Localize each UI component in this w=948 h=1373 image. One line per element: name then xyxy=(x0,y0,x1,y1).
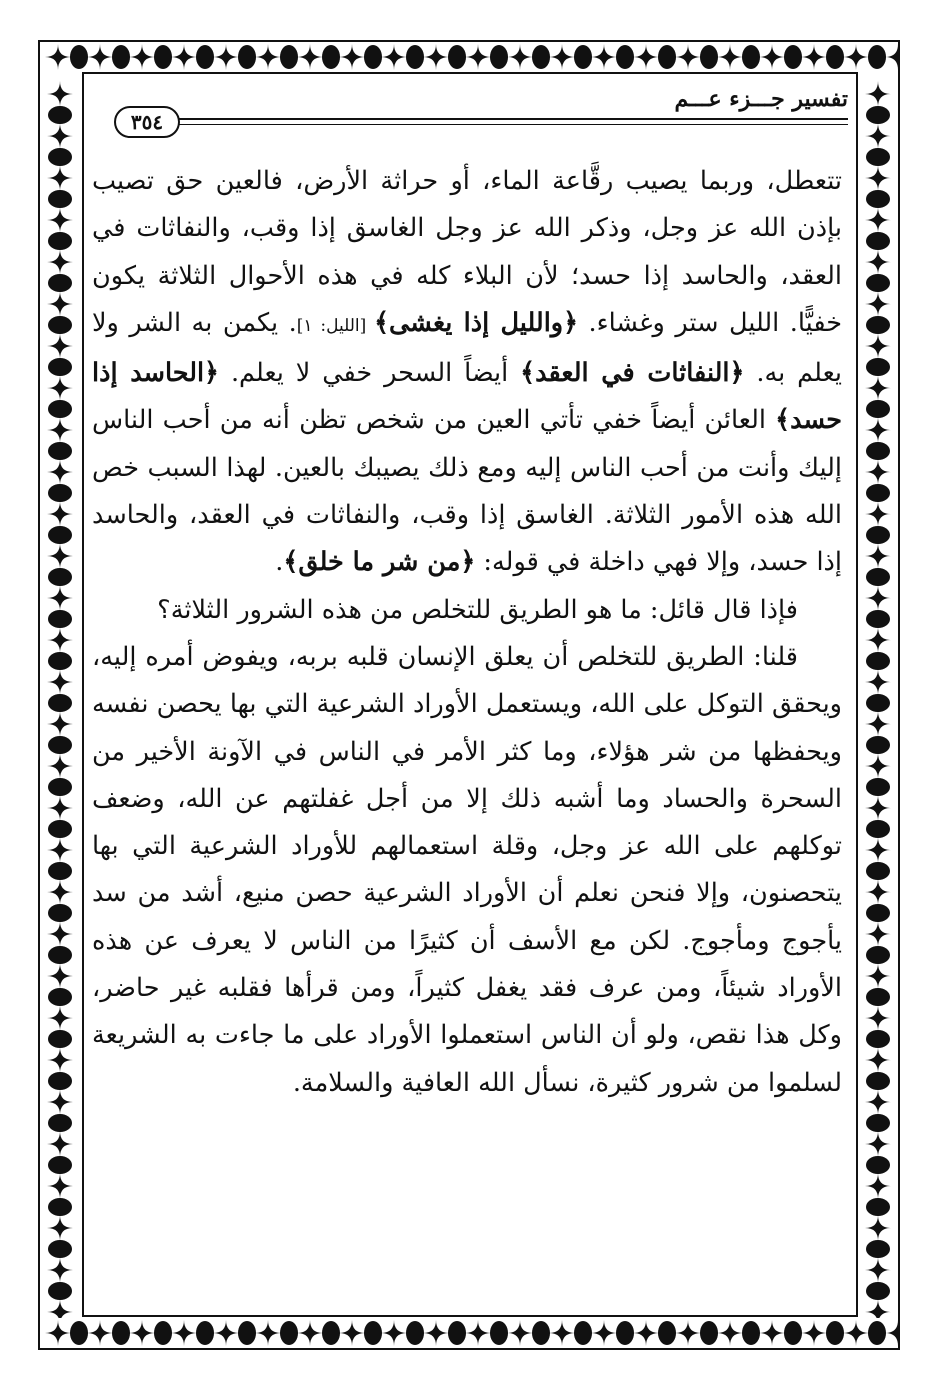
ornament-star xyxy=(47,711,73,737)
ornament-star xyxy=(47,291,73,317)
ornament-star xyxy=(865,627,891,653)
ornament-star xyxy=(843,1320,869,1346)
ornament-star xyxy=(47,669,73,695)
ornament-star xyxy=(549,44,575,70)
ornament-star xyxy=(381,1320,407,1346)
ornament-petal xyxy=(616,1321,634,1345)
ornament-petal xyxy=(866,778,890,796)
ornament-star xyxy=(47,585,73,611)
ornament-star xyxy=(549,1320,575,1346)
ornament-petal xyxy=(866,946,890,964)
ornament-petal xyxy=(48,568,72,586)
ornament-petal xyxy=(616,45,634,69)
ornament-star xyxy=(717,44,743,70)
ornament-petal xyxy=(490,45,508,69)
ornament-petal xyxy=(532,1321,550,1345)
ornament-star xyxy=(717,1320,743,1346)
text-run: العائن أيضاً خفي تأتي العين من شخص تظن أنه من أحب الناس إليك وأنت من أحب الناس إليه ومع ذلك يصيبك بالعين. لهذا السبب خص الله هذه الأمور الثلاثة. الغاسق إذا وقب، والنفاثات في العقد، والحاسد إذا حسد، وإلا فهي داخلة في قوله: xyxy=(92,405,842,578)
ornament-petal xyxy=(48,988,72,1006)
ornament-petal xyxy=(866,862,890,880)
ornament-star xyxy=(47,753,73,779)
ornament-petal xyxy=(742,1321,760,1345)
page-header xyxy=(96,86,848,146)
ornament-petal xyxy=(866,1282,890,1300)
ornament-petal xyxy=(48,862,72,880)
ornament-petal xyxy=(48,1114,72,1132)
ornament-star xyxy=(47,921,73,947)
paragraph-1 xyxy=(92,158,842,587)
ornament-petal xyxy=(658,1321,676,1345)
ornament-petal xyxy=(364,45,382,69)
ornament-petal xyxy=(48,400,72,418)
ornament-petal xyxy=(48,358,72,376)
ornament-star xyxy=(865,1089,891,1115)
text-run: . xyxy=(275,547,284,578)
ornament-petal xyxy=(322,1321,340,1345)
ornament-star xyxy=(865,1257,891,1283)
ornament-petal xyxy=(48,1198,72,1216)
ornament-petal xyxy=(48,778,72,796)
ornament-star xyxy=(47,459,73,485)
ornament-petal xyxy=(48,1030,72,1048)
ornament-petal xyxy=(784,45,802,69)
ornament-star xyxy=(171,1320,197,1346)
ornament-petal xyxy=(866,274,890,292)
ornament-star xyxy=(801,1320,827,1346)
text-run: . يكمن به الشر ولا يعلم به. xyxy=(92,307,842,389)
ornament-star xyxy=(865,333,891,359)
ornament-star xyxy=(885,44,900,70)
ornament-star xyxy=(47,627,73,653)
ornament-petal xyxy=(866,484,890,502)
ornament-petal xyxy=(48,526,72,544)
ornament-petal xyxy=(154,1321,172,1345)
ornament-star xyxy=(47,333,73,359)
ornament-star xyxy=(865,963,891,989)
ornament-star xyxy=(339,44,365,70)
ornament-petal xyxy=(48,652,72,670)
header-rule-thin xyxy=(154,124,848,125)
ornament-petal xyxy=(48,736,72,754)
ornament-petal xyxy=(48,610,72,628)
ornament-star xyxy=(865,417,891,443)
ornament-petal xyxy=(406,1321,424,1345)
ornament-petal xyxy=(448,1321,466,1345)
ornament-petal xyxy=(742,45,760,69)
ornament-star xyxy=(45,44,71,70)
ornament-star xyxy=(47,207,73,233)
ornament-star xyxy=(47,501,73,527)
ornament-star xyxy=(633,1320,659,1346)
ornament-star xyxy=(675,44,701,70)
ornament-star xyxy=(47,417,73,443)
ornament-petal xyxy=(48,484,72,502)
ornament-petal xyxy=(112,1321,130,1345)
ornament-petal xyxy=(866,316,890,334)
ornament-star xyxy=(865,669,891,695)
ornament-petal xyxy=(658,45,676,69)
ornament-star xyxy=(865,837,891,863)
ornament-petal xyxy=(866,694,890,712)
ornament-petal xyxy=(866,568,890,586)
running-title: تفسير جـــزء عـــم xyxy=(674,86,848,112)
ornament-star xyxy=(865,249,891,275)
ornament-petal xyxy=(48,442,72,460)
ornament-star xyxy=(213,1320,239,1346)
ornament-star xyxy=(465,1320,491,1346)
ornament-star xyxy=(423,1320,449,1346)
ornament-petal xyxy=(866,820,890,838)
ornament-petal xyxy=(48,190,72,208)
page-body xyxy=(92,158,842,1107)
ornament-star xyxy=(865,501,891,527)
ornament-petal xyxy=(866,1198,890,1216)
ornament-petal xyxy=(826,1321,844,1345)
ornament-star xyxy=(865,1047,891,1073)
ornament-petal xyxy=(866,232,890,250)
ornament-star xyxy=(865,1299,891,1318)
ornament-petal xyxy=(866,1072,890,1090)
ornament-petal xyxy=(866,652,890,670)
ornament-petal xyxy=(448,45,466,69)
ornament-star xyxy=(865,165,891,191)
ornament-star xyxy=(339,1320,365,1346)
ornament-petal xyxy=(48,1072,72,1090)
ornament-star xyxy=(381,44,407,70)
ornament-star xyxy=(759,44,785,70)
quran-quote: ﴿من شر ما خلق﴾ xyxy=(283,547,476,578)
text-run: أيضاً السحر خفي لا يعلم. xyxy=(219,358,521,389)
ornament-star xyxy=(213,44,239,70)
ornament-star xyxy=(297,44,323,70)
ornament-star xyxy=(255,44,281,70)
ornament-star xyxy=(865,207,891,233)
ornament-petal xyxy=(48,274,72,292)
ornament-star xyxy=(865,459,891,485)
ornament-star xyxy=(865,921,891,947)
ornament-star xyxy=(87,1320,113,1346)
ornament-star xyxy=(507,1320,533,1346)
ornament-petal xyxy=(866,190,890,208)
ornament-star xyxy=(865,711,891,737)
ornament-star xyxy=(47,879,73,905)
ornament-star xyxy=(865,879,891,905)
ornament-border-bottom xyxy=(38,1316,900,1350)
ornament-star xyxy=(865,585,891,611)
quran-quote: ﴿النفاثات في العقد﴾ xyxy=(520,358,745,389)
ornament-petal xyxy=(48,946,72,964)
ornament-star xyxy=(801,44,827,70)
ornament-petal xyxy=(866,610,890,628)
ornament-petal xyxy=(364,1321,382,1345)
ornament-petal xyxy=(48,904,72,922)
ornament-petal xyxy=(866,904,890,922)
ornament-star xyxy=(865,291,891,317)
ornament-petal xyxy=(868,45,886,69)
ornament-star xyxy=(255,1320,281,1346)
ornament-star xyxy=(47,1215,73,1241)
ornament-petal xyxy=(196,45,214,69)
ornament-star xyxy=(675,1320,701,1346)
ornament-star xyxy=(47,249,73,275)
ornament-petal xyxy=(866,526,890,544)
ornament-petal xyxy=(866,442,890,460)
ornament-star xyxy=(843,44,869,70)
ornament-petal xyxy=(784,1321,802,1345)
ornament-petal xyxy=(48,232,72,250)
ornament-star xyxy=(47,1173,73,1199)
ornament-star xyxy=(129,44,155,70)
ornament-petal xyxy=(532,45,550,69)
ornament-petal xyxy=(866,1240,890,1258)
ornament-star xyxy=(47,543,73,569)
text-run: تتعطل، وربما يصيب رقَّاعة الماء، أو حراثة الأرض، فالعين حق تصيب بإذن الله عز وجل، وذكر الله عز وجل الغاسق إذا وقب، والنفاثات في العقد، والحاسد إذا حسد؛ لأن البلاء كله في هذه الأحوال الثلاثة يكون خفيًّا. الليل ستر وغشاء. xyxy=(92,166,842,338)
ornament-petal xyxy=(490,1321,508,1345)
ornament-petal xyxy=(574,1321,592,1345)
ornament-star xyxy=(865,543,891,569)
header-rule xyxy=(154,118,848,120)
paragraph-3: قلنا: الطريق للتخلص أن يعلق الإنسان قلبه بربه، ويفوض أمره إليه، ويحقق التوكل على الله، ويستعمل الأوراد الشرعية التي بها يحصن نفسه ويحفظها من شر هؤلاء، وما كثر الأمر في الناس في الآونة الأخير من السحرة والحساد وما أشبه ذلك إلا من أجل غفلتهم عن الله، وضعف توكلهم على الله عز وجل، وقلة استعمالهم للأوراد الشرعية التي بها يتحصنون، وإلا فنحن نعلم أن الأوراد الشرعية حصن منيع، أشد من سد يأجوج ومأجوج. لكن مع الأسف أن كثيرًا من الناس لا يعرف عن هذه الأوراد شيئاً، ومن عرف فقد يغفل كثيراً، ومن قرأها فقلبه غير حاضر، وكل هذا نقص، ولو أن الناس استعملوا الأوراد على ما جاءت به الشريعة لسلموا من شرور كثيرة، نسأل الله العافية والسلامة. xyxy=(92,641,842,1098)
ornament-star xyxy=(47,1089,73,1115)
ornament-star xyxy=(47,963,73,989)
ornament-star xyxy=(47,1299,73,1318)
ornament-star xyxy=(47,123,73,149)
ornament-petal xyxy=(70,45,88,69)
ornament-star xyxy=(47,1257,73,1283)
ornament-petal xyxy=(866,358,890,376)
ornament-petal xyxy=(866,736,890,754)
ornament-petal xyxy=(112,45,130,69)
ornament-petal xyxy=(866,400,890,418)
ornament-petal xyxy=(238,1321,256,1345)
ornament-petal xyxy=(866,1156,890,1174)
ornament-star xyxy=(865,123,891,149)
ornament-star xyxy=(865,375,891,401)
ornament-petal xyxy=(322,45,340,69)
ornament-star xyxy=(865,1215,891,1241)
ornament-petal xyxy=(48,316,72,334)
ornament-petal xyxy=(48,106,72,124)
ornament-petal xyxy=(866,1114,890,1132)
ornament-petal xyxy=(866,106,890,124)
ornament-petal xyxy=(280,1321,298,1345)
ornament-star xyxy=(45,1320,71,1346)
ornament-petal xyxy=(48,694,72,712)
ornament-star xyxy=(129,1320,155,1346)
ornament-petal xyxy=(154,45,172,69)
ornament-star xyxy=(759,1320,785,1346)
ornament-star xyxy=(47,837,73,863)
ornament-star xyxy=(507,44,533,70)
ornament-border-top xyxy=(38,40,900,74)
ornament-star xyxy=(47,1047,73,1073)
ornament-star xyxy=(465,44,491,70)
ornament-petal xyxy=(700,45,718,69)
ornament-star xyxy=(865,1173,891,1199)
ornament-star xyxy=(171,44,197,70)
ornament-star xyxy=(591,1320,617,1346)
ornament-star xyxy=(865,795,891,821)
ornament-petal xyxy=(48,820,72,838)
ornament-border-right xyxy=(856,74,900,1318)
ornament-star xyxy=(591,44,617,70)
quran-quote: ﴿الحاسد إذا حسد﴾ xyxy=(92,358,842,436)
ornament-star xyxy=(865,1005,891,1031)
quran-quote: ﴿والليل إذا يغشى﴾ xyxy=(374,307,579,338)
ornament-petal xyxy=(48,1156,72,1174)
ornament-petal xyxy=(196,1321,214,1345)
ornament-petal xyxy=(866,988,890,1006)
ornament-petal xyxy=(48,1240,72,1258)
ornament-star xyxy=(47,165,73,191)
ornament-star xyxy=(885,1320,900,1346)
ornament-petal xyxy=(826,45,844,69)
ornament-petal xyxy=(70,1321,88,1345)
page-number: ٣٥٤ xyxy=(114,106,180,138)
ornament-petal xyxy=(48,148,72,166)
ornament-petal xyxy=(48,1282,72,1300)
ornament-star xyxy=(87,44,113,70)
ornament-star xyxy=(47,1131,73,1157)
ornament-star xyxy=(47,375,73,401)
ornament-petal xyxy=(866,148,890,166)
ornament-star xyxy=(47,81,73,107)
ornament-petal xyxy=(700,1321,718,1345)
ornament-star xyxy=(423,44,449,70)
ornament-petal xyxy=(868,1321,886,1345)
ornament-petal xyxy=(574,45,592,69)
ornament-petal xyxy=(280,45,298,69)
ornament-petal xyxy=(406,45,424,69)
ornament-star xyxy=(297,1320,323,1346)
verse-reference: [الليل: ١] xyxy=(296,315,375,336)
ornament-star xyxy=(865,753,891,779)
ornament-star xyxy=(865,81,891,107)
ornament-star xyxy=(47,1005,73,1031)
ornament-petal xyxy=(866,1030,890,1048)
ornament-star xyxy=(865,1131,891,1157)
ornament-border-left xyxy=(38,74,82,1318)
paragraph-2: فإذا قال قائل: ما هو الطريق للتخلص من هذه الشرور الثلاثة؟ xyxy=(157,594,798,625)
ornament-petal xyxy=(238,45,256,69)
ornament-star xyxy=(633,44,659,70)
ornament-star xyxy=(47,795,73,821)
